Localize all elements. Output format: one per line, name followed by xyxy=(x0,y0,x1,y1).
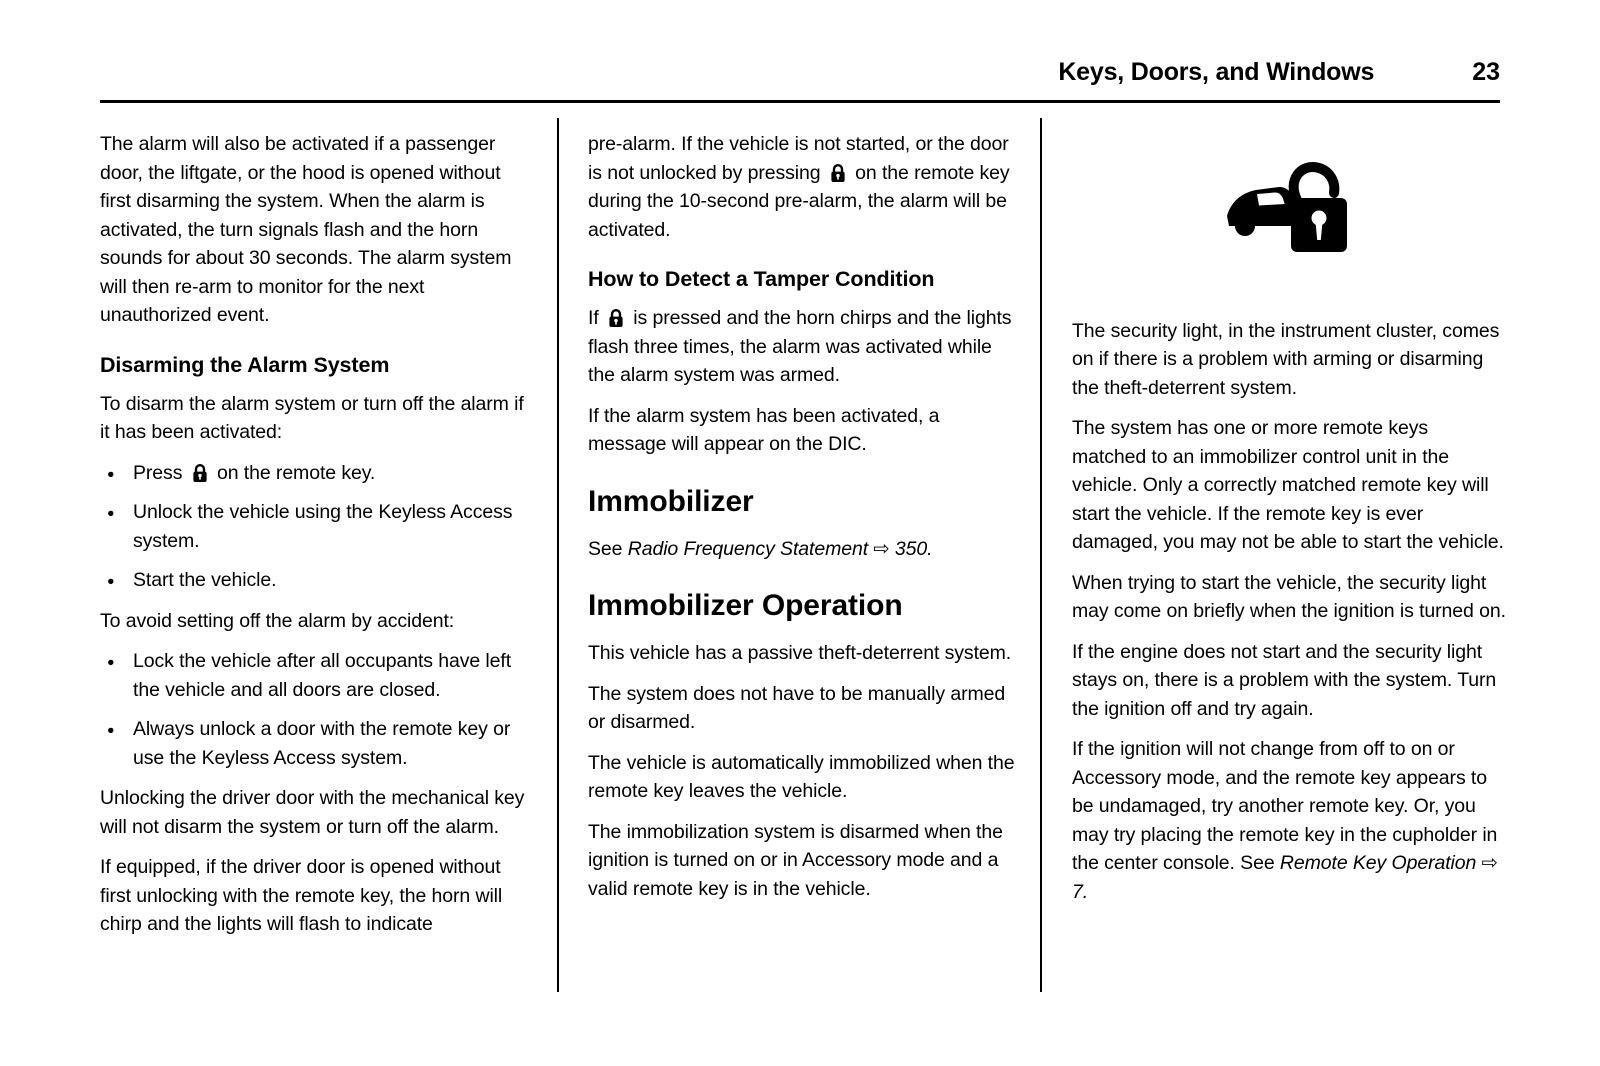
list-item-text: Unlock the vehicle using the Keyless Access system. xyxy=(133,501,513,552)
list-item-text: Press xyxy=(133,461,188,484)
paragraph-text: pre-alarm. If the vehicle is not started, or the door is not unlocked by pressing xyxy=(588,133,1009,184)
paragraph-light-briefly: When trying to start the vehicle, the security light may come on briefly when the ignition is turned on. xyxy=(1072,571,1506,622)
heading-immobilizer: Immobilizer xyxy=(588,484,754,518)
paragraph-security-light: The security light, in the instrument cluster, comes on if there is a problem with arming or disarming the theft-deterrent system. xyxy=(1072,319,1500,399)
list-item-lock-vehicle xyxy=(100,647,534,704)
page-number: 23 xyxy=(1472,58,1500,86)
lock-icon xyxy=(606,308,626,328)
column-divider-right xyxy=(1040,118,1042,992)
paragraph-disarm-intro: To disarm the alarm system or turn off the alarm if it has been activated: xyxy=(100,392,524,443)
car-wheel xyxy=(1235,216,1255,236)
paragraph-text: If the ignition will not change from off to on or Accessory mode, and the remote key appears to be undamaged, try another remote key. Or, you may try placing the remote key in the cupholder in the center console. See xyxy=(1072,738,1498,874)
security-figure xyxy=(1072,160,1506,273)
list-item-text: on the remote key. xyxy=(211,461,376,484)
paragraph-tamper xyxy=(588,304,1022,390)
list-item-unlock-keyless xyxy=(100,498,534,555)
paragraph-avoid-intro: To avoid setting off the alarm by accident: xyxy=(100,609,455,632)
paragraph-passive-system: This vehicle has a passive theft-deterrent system. xyxy=(588,642,1012,664)
paragraph-prealarm xyxy=(588,130,1022,244)
column-divider-left xyxy=(557,118,559,992)
paragraph-no-manual-arming: The system does not have to be manually armed or disarmed. xyxy=(588,682,1006,733)
page-header xyxy=(100,58,1500,87)
subheading-disarming-alarm: Disarming the Alarm System xyxy=(100,352,390,377)
column-right xyxy=(1072,130,1506,918)
list-item-start-vehicle xyxy=(100,566,534,595)
lock-icon xyxy=(828,163,848,183)
chapter-title: Keys, Doors, and Windows xyxy=(1058,58,1375,86)
column-middle xyxy=(588,130,1022,915)
list-item-text: Lock the vehicle after all occupants have left the vehicle and all doors are closed. xyxy=(133,650,512,701)
cross-reference-remote-key-operation: Remote Key Operation ⇨ 7. xyxy=(1072,852,1498,903)
bullet-list-disarm xyxy=(100,459,534,595)
list-item-text: Always unlock a door with the remote key or use the Keyless Access system. xyxy=(133,718,511,769)
list-item-text: Start the vehicle. xyxy=(133,569,277,591)
subheading-tamper-condition: How to Detect a Tamper Condition xyxy=(588,267,935,291)
heading-immobilizer-operation: Immobilizer Operation xyxy=(588,589,903,622)
paragraph-system-disarmed: The immobilization system is disarmed when the ignition is turned on or in Accessory mode and a valid remote key is in the vehicle. xyxy=(588,820,1003,900)
paragraph-see-reference xyxy=(588,535,1022,564)
lock-icon xyxy=(190,463,210,483)
paragraph-text: is pressed and the horn chirps and the lights flash three times, the alarm was activated while the alarm system was armed. xyxy=(588,307,1012,386)
paragraph-auto-immobilized: The vehicle is automatically immobilized when the remote key leaves the vehicle. xyxy=(588,751,1015,802)
paragraph-ignition-trouble xyxy=(1072,735,1506,906)
reference-label: See xyxy=(588,537,628,560)
padlock-shackle xyxy=(1294,167,1335,200)
bullet-list-avoid xyxy=(100,647,534,772)
vehicle-security-icon xyxy=(1223,160,1355,264)
paragraph-matched-keys: The system has one or more remote keys matched to an immobilizer control unit in the vehicle. Only a correctly matched remote key will start the vehicle. If the remote key is ever damaged, you may not be able to start the vehicle. xyxy=(1072,417,1504,553)
paragraph-text: If xyxy=(588,307,604,329)
column-left xyxy=(100,130,534,951)
paragraph-engine-no-start: If the engine does not start and the security light stays on, there is a problem with the system. Turn the ignition off and try again. xyxy=(1072,640,1497,720)
paragraph-text: on the remote key during the 10-second pre-alarm, the alarm will be activated. xyxy=(588,161,1010,241)
paragraph-mechanical-key: Unlocking the driver door with the mechanical key will not disarm the system or turn off the alarm. xyxy=(100,787,525,838)
header-rule xyxy=(100,100,1500,103)
paragraph-alarm-activated: The alarm will also be activated if a passenger door, the liftgate, or the hood is opened without first disarming the system. When the alarm is activated, the turn signals flash and the horn sounds for about 30 seconds. The alarm system will then re-arm to monitor for the next unauthorized event. xyxy=(100,133,512,326)
paragraph-dic-message: If the alarm system has been activated, a message will appear on the DIC. xyxy=(588,404,940,455)
list-item-press-lock xyxy=(100,459,534,488)
list-item-always-unlock xyxy=(100,715,534,772)
cross-reference-radio-frequency: Radio Frequency Statement ⇨ 350. xyxy=(627,537,933,560)
paragraph-if-equipped: If equipped, if the driver door is opened without first unlocking with the remote key, the horn will chirp and the lights will flash to indicate xyxy=(100,856,503,935)
